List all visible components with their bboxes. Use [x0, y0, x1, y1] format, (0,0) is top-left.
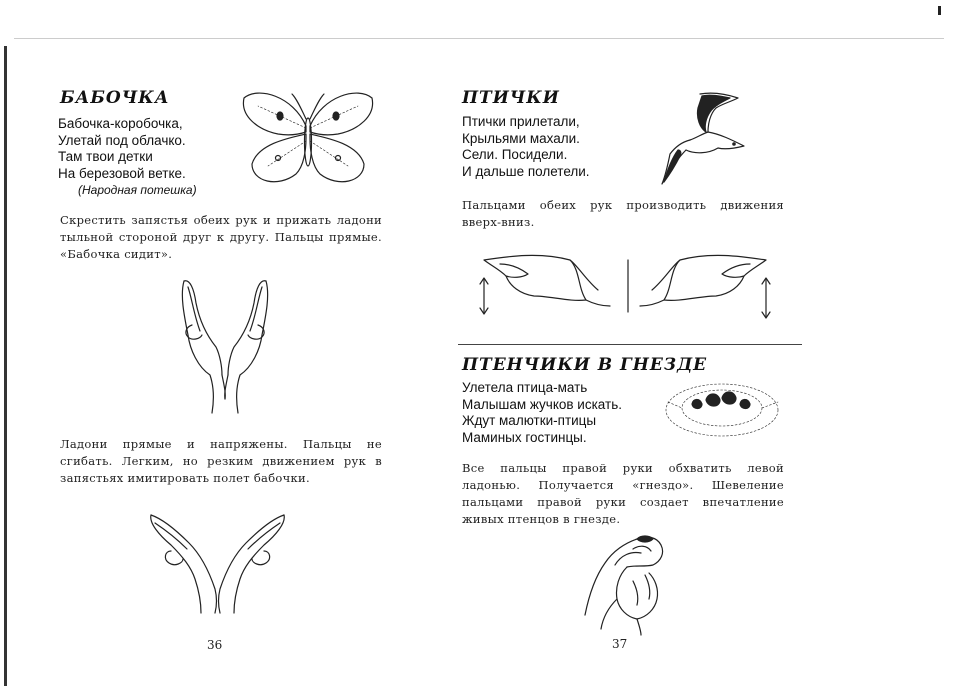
poem-credit: (Народная потешка): [78, 183, 197, 197]
poem-line: Ждут малютки-птицы: [462, 413, 597, 428]
poem-line: Маминых гостинцы.: [462, 429, 587, 445]
butterfly-instruction-1: Скрестить запястья обеих рук и прижать ладони тыльной стороной друг к другу. Пальцы прямые. «Бабочка сидит».: [60, 213, 382, 261]
nest-instruction: Все пальцы правой руки обхватить левой ладонью. Получается «гнездо». Шевеление пальцами правой руки создает впечатление живых птенцов в гнезде.: [462, 461, 784, 526]
hands-birds-up-down: [470, 240, 780, 320]
birds-poem: [462, 114, 590, 180]
nest-illustration: [662, 378, 782, 440]
page-number-right: 37: [612, 637, 628, 651]
poem-line: На березовой ветке.: [58, 165, 186, 181]
section-divider: [458, 344, 802, 345]
hands-nest: [575, 525, 685, 635]
birds-instruction: Пальцами обеих рук производить движения вверх-вниз.: [462, 198, 784, 229]
page-number-left: 36: [207, 638, 223, 652]
butterfly-instruction-2: Ладони прямые и напряжены. Пальцы не сгибать. Легким, но резким движением рук в запястьях имитировать полет бабочки.: [60, 437, 382, 485]
poem-line: Там твои детки: [58, 149, 153, 164]
poem-line: Малышам жучков искать.: [462, 396, 622, 412]
nest-poem: [462, 380, 622, 446]
hands-butterfly-flying: [145, 505, 290, 615]
poem-line: Сели. Посидели.: [462, 147, 568, 162]
poem-line: Крыльями махали.: [462, 130, 580, 146]
poem-line: Бабочка-коробочка,: [58, 116, 183, 131]
butterfly-title: БАБОЧКА: [60, 88, 170, 108]
butterfly-poem: [58, 116, 186, 182]
poem-line: Птички прилетали,: [462, 114, 580, 129]
right-page: [462, 0, 960, 699]
bird-illustration: [650, 88, 750, 188]
poem-line: Улетай под облачко.: [58, 132, 186, 148]
poem-line: И дальше полетели.: [462, 163, 590, 179]
poem-line: Улетела птица-мать: [462, 380, 588, 395]
hands-butterfly-sitting: [170, 275, 280, 415]
birds-title: ПТИЧКИ: [462, 88, 560, 108]
butterfly-illustration: [238, 86, 378, 192]
nest-title: ПТЕНЧИКИ В ГНЕЗДЕ: [462, 355, 708, 375]
left-page: [0, 0, 470, 699]
